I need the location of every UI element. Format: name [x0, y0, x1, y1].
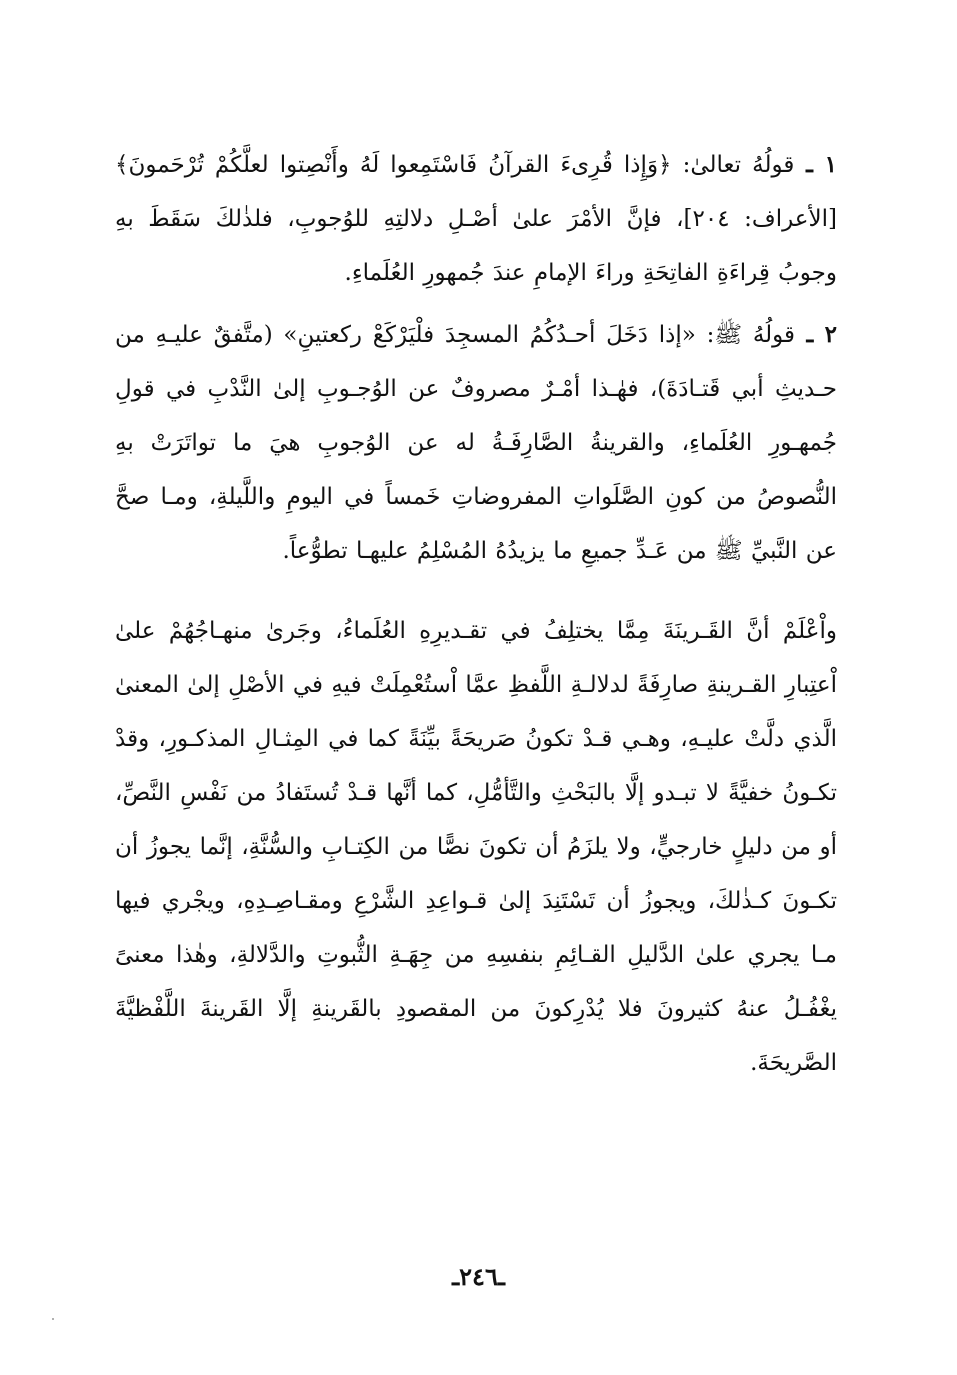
paragraph-2: [115, 308, 837, 578]
paragraph-1-text: قولُهُ تعالىٰ: ﴿وَإِذا قُرِىءَ القرآنُ فَاسْتَمِعوا لَهُ وأَنْصِتوا لعلَّكُمْ تُرْحَمونَ﴾ [الأعراف: ٢٠٤]، فإنَّ الأمْرَ علىٰ أصْـلِ دلالتِهِ للوُجوبِ، فلذٰلكَ سَقَطَ بهِ وجوبُ قِراءَةِ الفاتِحَةِ وراءَ الإمامِ عندَ جُمهورِ العُلَماءِ.: [115, 152, 838, 286]
paragraph-3: [115, 604, 837, 1090]
paragraph-1: [115, 138, 837, 300]
paragraph-2-number: ٢ ـ: [795, 321, 837, 348]
paragraph-2-text: قولُهُ ﷺ: «إذا دَخَلَ أحـدُكُمُ المسجِدَ فلْيَرْكَعْ ركعتينِ» (متَّفقٌ عليـهِ من حـديثِ أبي قَتـادَةَ)، فهٰـذا أمْـرٌ مصروفٌ عن الوُجـوبِ إلىٰ النَّدْبِ في قولِ جُمهـورِ العُلَماءِ، والقرينةُ الصَّارِفَـةُ له عن الوُجوبِ هيَ ما تواتَرَتْ بهِ النُّصوصُ من كونِ الصَّلَواتِ المفروضاتِ خَمساً في اليومِ واللَّيلةِ، ومـا صحَّ عن النَّبيِّ ﷺ من عَـدِّ جميعِ ما يزيدُهُ المُسْلِمُ عليهـا تطوُّعاً.: [115, 322, 837, 564]
paragraph-gap: [115, 578, 837, 604]
paragraph-1-number: ١ ـ: [794, 151, 837, 178]
paragraph-gap: [115, 300, 837, 308]
page-number: ـ٢٤٦ـ: [452, 1262, 505, 1291]
margin-speck: [52, 1318, 54, 1320]
body-text: [115, 138, 837, 1090]
paragraph-3-text: واْعْلَمْ أنَّ القَـرينَةَ مِمَّا يختلِفُ في تقـديرِهِ العُلَماءُ، وجَرىٰ منهـاجُهُمْ علىٰ اْعتِبارِ القـرينةِ صارِفَةً لدلالـةِ اللَّفظِ عمَّا اْستُعْمِلَتْ فيهِ في الأصْلِ إلىٰ المعنىٰ الَّذي دلَّتْ عليـهِ، وهـي قـدْ تكونُ صَريحَةً بيِّنَةً كما في المِثـالِ المذكـورِ، وقدْ تكـونُ خفيَّةً لا تبـدو إلَّا بالبَحْثِ والتَّأمُّلِ، كما أنَّها قـدْ تُستَفادُ من نَفْسِ النَّصِّ، أو من دليلٍ خارجيٍّ، ولا يلزَمُ أن تكونَ نصًّا من الكِتـابِ والسُّنَّةِ، إنَّما يجوزُ أن تكـونَ كـذٰلكَ، ويجوزُ أن تَسْتَنِدَ إلىٰ قـواعِدِ الشَّرْعِ ومقـاصِـدِهِ، ويجْري فيها مـا يجري علىٰ الدَّليلِ القـائِمِ بنفسِهِ من جِهَـةِ الثُّبوتِ والدَّلالةِ، وهٰذا معنىً يغْفُـلُ عنهُ كثيرونَ فلا يُدْرِكونَ من المقصودِ بالقَرينةِ إلَّا القَرينةَ اللَّفْظيَّةَ الصَّريحَةَ.: [115, 618, 837, 1076]
